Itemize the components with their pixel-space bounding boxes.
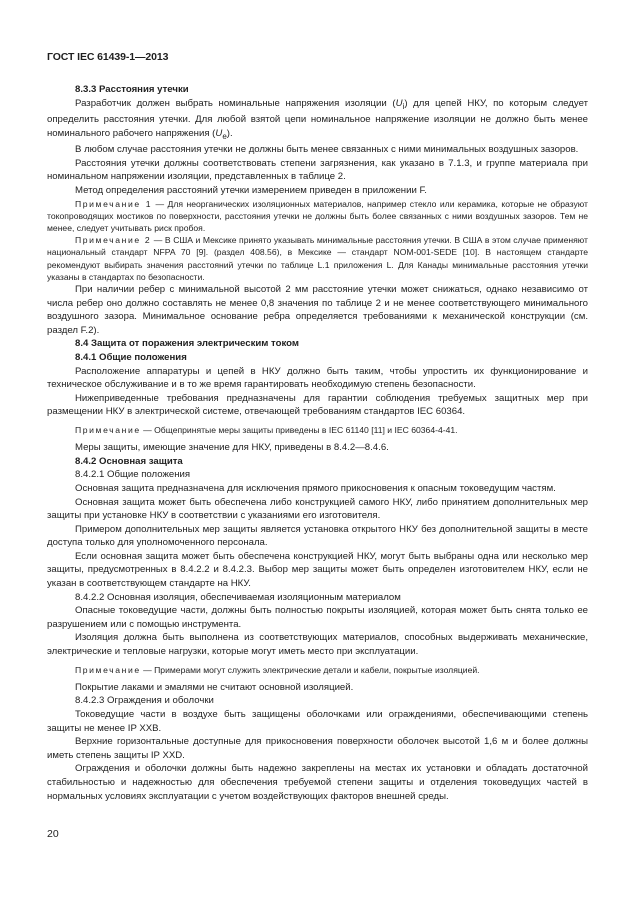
page-body <box>47 83 588 803</box>
note-label: Примечание 1 <box>75 198 153 209</box>
heading-8-4: 8.4 Защита от поражения электрическим током <box>75 338 299 350</box>
paragraph: Меры защиты, имеющие значение для НКУ, приведены в 8.4.2—8.4.6. <box>75 442 389 454</box>
paragraph: Основная защита предназначена для исключения прямого прикосновения к опасным токоведущим частям. <box>75 482 556 494</box>
paragraph: Верхние горизонтальные доступные для прикосновения поверхности оболочек высотой 1,6 м и более должны иметь степень защиты IP XXD. <box>47 736 588 761</box>
paragraph: Нижеприведенные требования предназначены для гарантии соблюдения требуемых защитных мер при размещении НКУ в электрической системе, отвечающей требованиям стандартов IEC 60364. <box>47 392 588 418</box>
note-label: Примечание <box>75 424 141 435</box>
note: Примечание — Общепринятые меры защиты приведены в IEC 61140 [11] и IEC 60364-4-41. <box>75 424 458 435</box>
note: Примечание 2 — В США и Мексике принято указывать минимальные расстояния утечки. В США в этом случае применяют национальный стандарт NFPA 70 [9]. (раздел 408.56), в Мексике — стандарт NOM-001-SEDE [10]. В настоящем стандарте рекомендуют выбирать значения расстояний утечки по таблице L.1 приложения L. Для Канады минимальные расстояния утечки указаны в стандартах по безопасности. <box>47 235 588 282</box>
note: Примечание — Примерами могут служить электрические детали и кабели, покрытые изоляцией. <box>75 664 480 675</box>
note-label: Примечание 2 <box>75 235 152 246</box>
paragraph: В любом случае расстояния утечки не должны быть менее связанных с ними минимальных воздушных зазоров. <box>75 144 579 156</box>
paragraph: Основная защита может быть обеспечена либо конструкцией самого НКУ, либо принятием дополнительных мер защиты при установке НКУ в соответствии с указаниями его изготовителя. <box>47 496 588 522</box>
subheading-8-4-2-3: 8.4.2.3 Ограждения и оболочки <box>75 695 214 707</box>
note: Примечание 1 — Для неорганических изоляционных материалов, например стекло или керамика, которые не образуют токопроводящих мостиков по поверхности, расстояния утечки не должны быть более связанных с ними воздушных зазоров. Тем не менее, следует учитывать риск пробоя. <box>47 198 588 233</box>
paragraph: Расположение аппаратуры и цепей в НКУ должно быть таким, чтобы упростить их функционирование и техническое обслуживание и в то же время гарантировать необходимую степень безопасности. <box>47 365 588 391</box>
paragraph: Примером дополнительных мер защиты является установка открытого НКУ без дополнительной защиты в месте доступа только для уполномоченного персонала. <box>47 523 588 549</box>
paragraph: Ограждения и оболочки должны быть надежно закреплены на местах их установки и обладать достаточной стабильностью и надежностью для обеспечения требуемой степени защиты и отделения токоведущих частей в нормальных условиях эксплуатации с учетом воздействующих факторов внешней среды. <box>47 763 588 802</box>
paragraph: Изоляция должна быть выполнена из соответствующих материалов, способных выдерживать механические, электрические и тепловые нагрузки, которые могут иметь место при эксплуатации. <box>47 632 588 658</box>
paragraph: Токоведущие части в воздухе быть защищены оболочками или ограждениями, обеспечивающими степень защиты не менее IP XXB. <box>47 709 588 734</box>
page-number: 20 <box>47 828 59 840</box>
paragraph: Расстояния утечки должны соответствовать степени загрязнения, как указано в 7.1.3, и группе материала при номинальном напряжении изоляции, представленных в таблице 2. <box>47 157 588 183</box>
paragraph: Опасные токоведущие части, должны быть полностью покрыты изоляцией, которая может быть снята только ее разрушением или с помощью инструмента. <box>47 605 588 630</box>
paragraph: Разработчик должен выбрать номинальные напряжения изоляции $(U_i)$ для цепей НКУ, по которым следует определить расстояния утечки. Для любой взятой цепи номинальное напряжение изоляции не должно быть менее номинального рабочего напряжения $(U_e)$. <box>47 97 588 141</box>
heading-8-4-2: 8.4.2 Основная защита <box>75 455 183 467</box>
paragraph: Метод определения расстояний утечки измерением приведен в приложении F. <box>75 184 427 196</box>
heading-8-3-3: 8.3.3 Расстояния утечки <box>75 84 189 95</box>
subheading-8-4-2-2: 8.4.2.2 Основная изоляция, обеспечиваемая изоляционным материалом <box>75 591 401 603</box>
heading-8-4-1: 8.4.1 Общие положения <box>75 351 187 363</box>
paragraph: Покрытие лаками и эмалями не считают основной изоляцией. <box>75 681 354 693</box>
note-label: Примечание <box>75 664 141 675</box>
subheading-8-4-2-1: 8.4.2.1 Общие положения <box>75 469 191 481</box>
paragraph: Если основная защита может быть обеспечена конструкцией НКУ, могут быть выбраны одна или несколько мер защиты, предусмотренных в 8.4.2.2 и 8.4.2.3. Выбор мер защиты может быть определен изготовителем НКУ, если не указан в соответствующем стандарте на НКУ. <box>47 550 588 590</box>
page-header: ГОСТ IEC 61439-1—2013 <box>47 51 169 63</box>
paragraph: При наличии ребер с минимальной высотой 2 мм расстояние утечки может снижаться, однако независимо от числа ребер оно должно составлять не менее 0,8 значения по таблице 2 и не менее соответствующего минимального воздушного зазора. Минимальное основание ребра определяется требованиями к механической конструкции (см. раздел F.2). <box>47 283 588 336</box>
